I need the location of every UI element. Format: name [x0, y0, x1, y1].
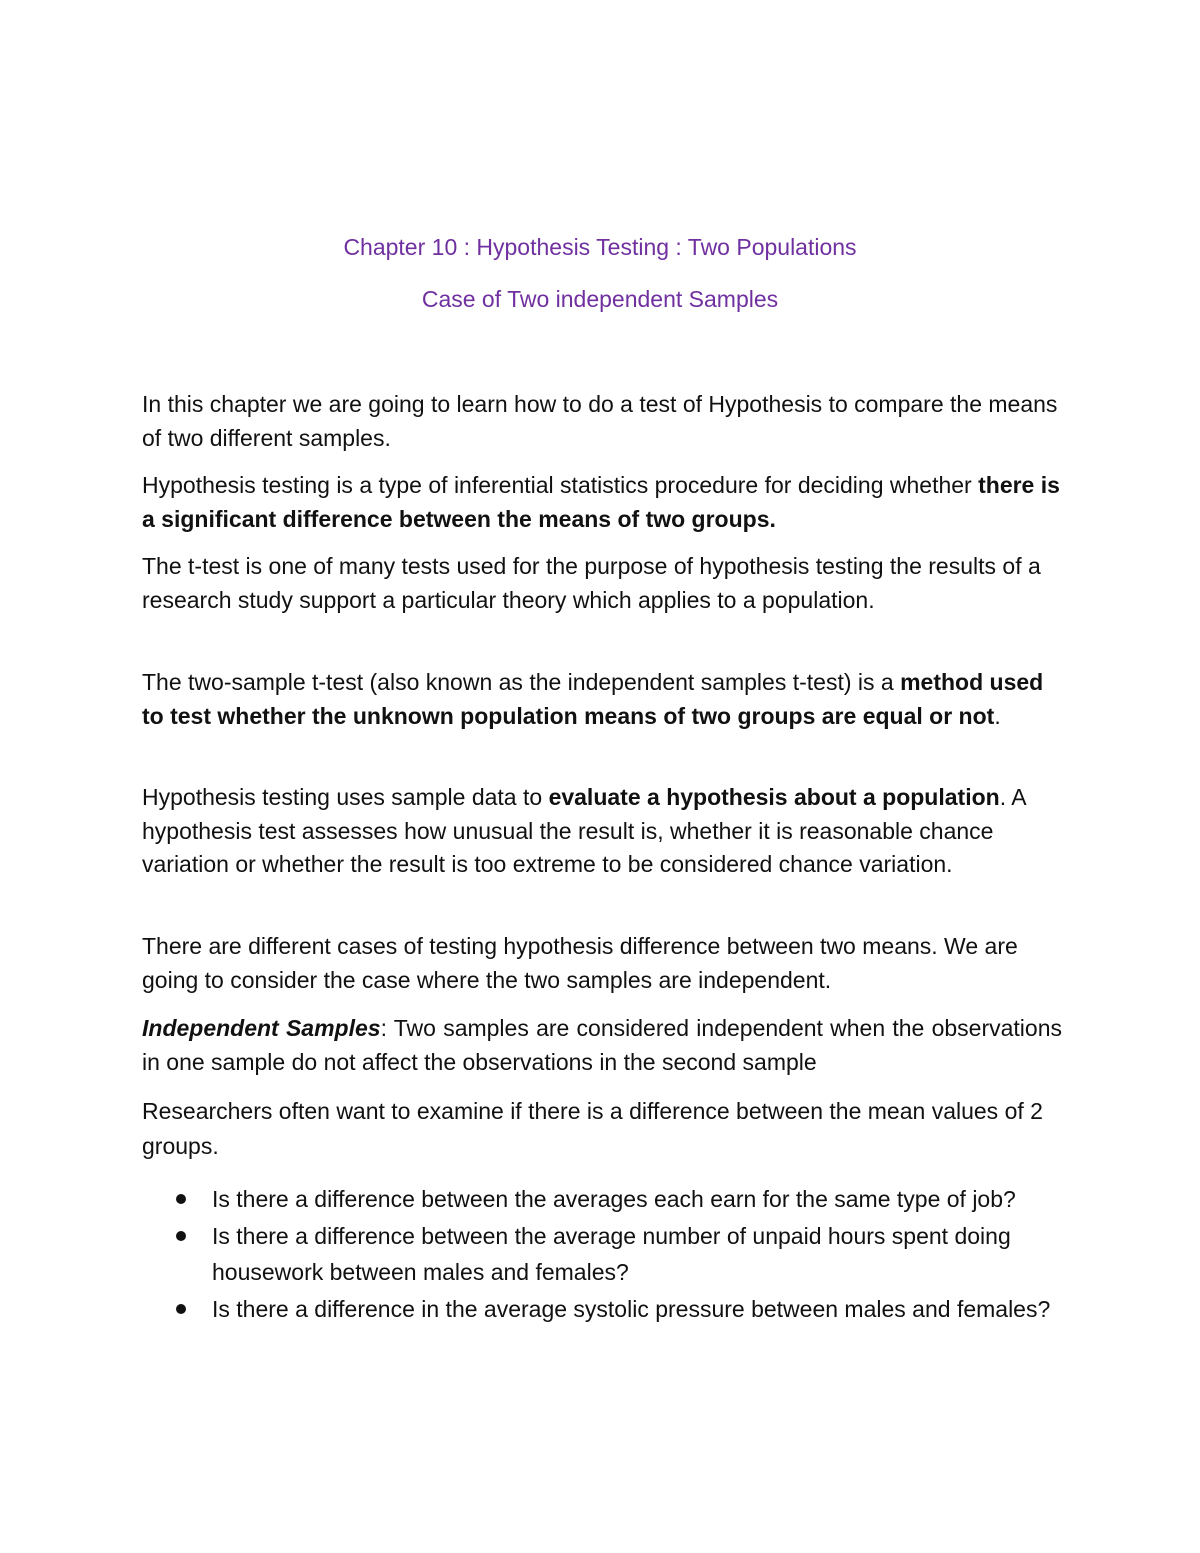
paragraph-researchers [142, 1094, 1062, 1164]
bullet-icon [176, 1194, 186, 1204]
paragraph-text: . A hypothesis test assesses how unusual the result is, whether it is reasonable chance variation or whether the result is too extreme to be considered chance variation. [142, 784, 1026, 877]
list-item: Is there a difference between the averages each earn for the same type of job? [160, 1181, 1060, 1218]
paragraph-two-sample-t-test [142, 666, 1062, 733]
paragraph-intro-text: In this chapter we are going to learn how to do a test of Hypothesis to compare the means of two different samples. [142, 391, 1058, 451]
paragraph-text: . [994, 702, 1001, 729]
paragraph-text: Hypothesis testing uses sample data to [142, 784, 549, 810]
bullet-icon [176, 1231, 186, 1241]
list-item: Is there a difference in the average systolic pressure between males and females? [160, 1291, 1060, 1328]
paragraph-t-test [142, 550, 1062, 617]
bold-phrase: method used to test whether the unknown population means of two groups are equal or not [142, 669, 1044, 729]
list-item: Is there a difference between the average number of unpaid hours spent doing housework between males and females? [160, 1218, 1060, 1291]
chapter-title: Chapter 10 : Hypothesis Testing : Two Populations [343, 234, 857, 260]
section-subtitle: Case of Two independent Samples [421, 286, 779, 312]
paragraph-cases [142, 930, 1062, 997]
paragraph-cases-text: There are different cases of testing hypothesis difference between two means. We are going to consider the case where the two samples are independent. [142, 933, 1018, 993]
bold-phrase: there is a significant difference between the means of two groups. [142, 472, 1060, 532]
paragraph-intro [142, 388, 1062, 455]
term-independent-samples: Independent Samples [142, 1015, 381, 1041]
paragraph-researchers-text: Researchers often want to examine if there is a difference between the mean values of 2 groups. [142, 1098, 1043, 1159]
paragraph-t-test-text: The t-test is one of many tests used for the purpose of hypothesis testing the results of a research study support a particular theory which applies to a population. [142, 553, 1041, 613]
bullet-icon [176, 1304, 186, 1314]
paragraph-text: : Two samples are considered independent when the observations in one sample do not affect the observations in the second sample [142, 1015, 1062, 1075]
bullet-list [160, 1181, 1060, 1327]
paragraph-hypothesis-definition [142, 469, 1062, 536]
paragraph-independent-samples [142, 1012, 1062, 1079]
paragraph-sample-data [142, 781, 1062, 882]
bold-phrase: evaluate a hypothesis about a population [548, 784, 1000, 810]
paragraph-text: The two-sample t-test (also known as the independent samples t-test) is a [142, 669, 901, 695]
paragraph-text: Hypothesis testing is a type of inferential statistics procedure for deciding whether [142, 472, 979, 498]
